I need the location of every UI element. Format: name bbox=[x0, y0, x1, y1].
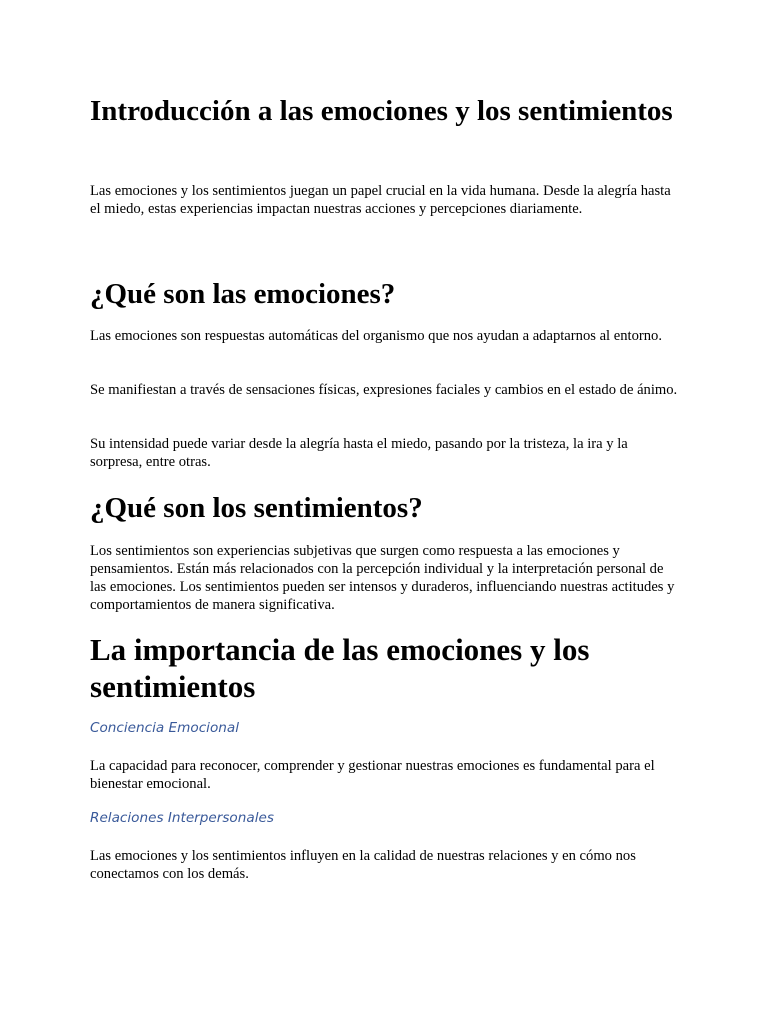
intro-paragraph: Las emociones y los sentimientos juegan un papel crucial en la vida humana. Desde la alegría hasta el miedo, estas experiencias impactan nuestras acciones y percepciones diariamente. bbox=[90, 183, 671, 217]
emociones-paragraph-2: Se manifiestan a través de sensaciones físicas, expresiones faciales y cambios en el estado de ánimo. bbox=[90, 382, 678, 398]
subheading-conciencia-emocional: Conciencia Emocional bbox=[90, 720, 239, 736]
emociones-paragraph-3: Su intensidad puede variar desde la alegría hasta el miedo, pasando por la tristeza, la ira y la sorpresa, entre otras. bbox=[90, 436, 628, 470]
heading-que-son-sentimientos: ¿Qué son los sentimientos? bbox=[90, 492, 423, 524]
subheading-relaciones-interpersonales: Relaciones Interpersonales bbox=[90, 810, 274, 826]
emociones-paragraph-1: Las emociones son respuestas automáticas del organismo que nos ayudan a adaptarnos al entorno. bbox=[90, 328, 662, 344]
relaciones-interpersonales-text: Las emociones y los sentimientos influyen en la calidad de nuestras relaciones y en cómo nos conectamos con los demás. bbox=[90, 848, 636, 882]
heading-importancia: La importancia de las emociones y los sentimientos bbox=[90, 632, 590, 704]
heading-que-son-emociones: ¿Qué son las emociones? bbox=[90, 278, 396, 310]
sentimientos-paragraph: Los sentimientos son experiencias subjetivas que surgen como respuesta a las emociones y pensamientos. Están más relacionados con la percepción individual y la interpretación personal de las emociones. Los sentimientos pueden ser intensos y duraderos, influenciando nuestras actitudes y comportamientos de manera significativa. bbox=[90, 543, 675, 613]
conciencia-emocional-text: La capacidad para reconocer, comprender y gestionar nuestras emociones es fundamental para el bienestar emocional. bbox=[90, 758, 655, 792]
document-title: Introducción a las emociones y los sentimientos bbox=[90, 95, 673, 127]
